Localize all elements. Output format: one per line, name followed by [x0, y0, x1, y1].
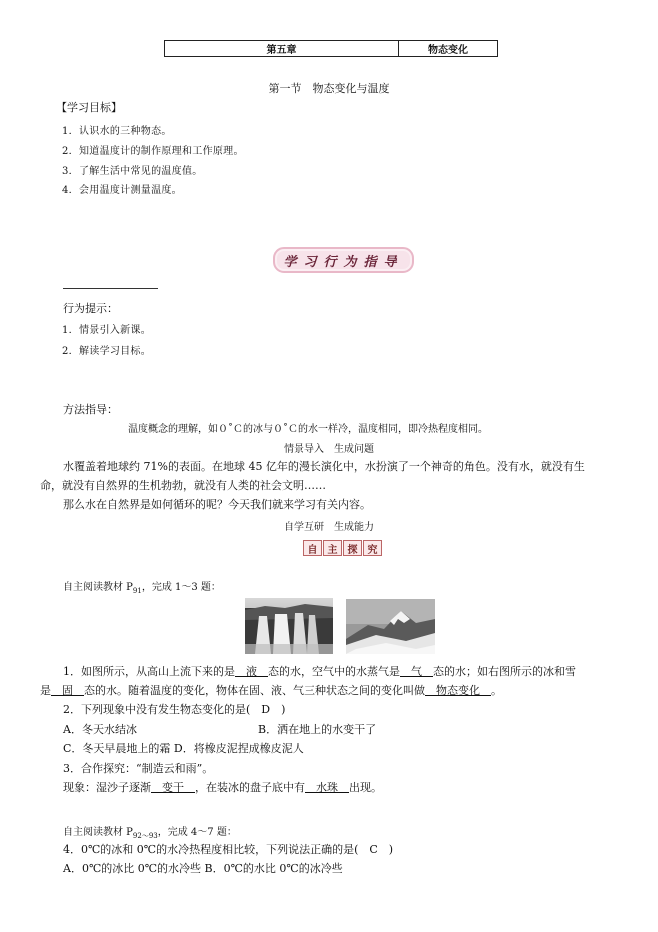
- method-text: 温度概念的理解，如０˚Ｃ的冰与０˚Ｃ的水一样冷，温度相同，即冷热程度相同。: [128, 424, 488, 435]
- chapter-label: 第五章: [165, 41, 399, 56]
- hint-item: 1．情景引入新课。: [62, 325, 152, 336]
- answer-blank: 固: [51, 684, 84, 697]
- method-heading: 方法指导：: [63, 403, 118, 416]
- hints-heading: 行为提示：: [63, 302, 118, 315]
- question-1-line-1: 1．如图所示，从高山上流下来的是 液 态的水，空气中的水蒸气是 气 态的水；如右图所示的冰和雪: [63, 665, 576, 678]
- reading-instruction-2: 自主阅读教材 $P_{92\sim 93}$，完成 4～7 题：: [63, 827, 237, 840]
- objective-item: 3．了解生活中常见的温度值。: [62, 166, 203, 177]
- self-study-heading: 自学互研 生成能力: [284, 522, 374, 533]
- reading-instruction-1: 自主阅读教材 $P_{91}$，完成 1～3 题：: [63, 582, 221, 595]
- question-4-options: A．0℃的冰比 0℃的水冷些 B．0℃的水比 0℃的冰冷些: [63, 862, 343, 875]
- answer-blank: 水珠: [305, 781, 349, 794]
- answer-blank: 液: [235, 665, 268, 678]
- chapter-title: 物态变化: [428, 45, 468, 56]
- hint-item: 2．解读学习目标。: [62, 346, 152, 357]
- answer-blank: 物态变化: [425, 684, 491, 697]
- waterfall-image: [245, 598, 333, 654]
- chapter-header-table: [164, 40, 498, 57]
- intro-line-1: 水覆盖着地球约 71%的表面。在地球 45 亿年的漫长演化中，水扮演了一个神奇的角色。没有水，就没有生: [63, 460, 585, 473]
- intro-line-3: 那么水在自然界是如何循环的呢？今天我们就来学习有关内容。: [63, 498, 371, 511]
- banner-text: 学习行为指导: [283, 254, 404, 270]
- answer-blank: 变干: [151, 781, 195, 794]
- question-4-stem: 4．0℃的冰和 0℃的水冷热程度相比较，下列说法正确的是( C ): [63, 843, 394, 856]
- question-1-line-2: 是 固 态的水。随着温度的变化，物体在固、液、气三种状态之间的变化叫做 物态变化 。: [40, 684, 502, 697]
- answer-blank: 气: [400, 665, 433, 678]
- question-2-options-cd: C．冬天早晨地上的霜 D．将橡皮泥捏成橡皮泥人: [63, 742, 304, 755]
- study-guide-banner: [273, 247, 414, 273]
- question-3-stem: 3．合作探究：“制造云和雨”。: [63, 762, 214, 775]
- question-2-stem: 2．下列现象中没有发生物态变化的是( D ): [63, 703, 286, 716]
- objective-item: 4．会用温度计测量温度。: [62, 185, 182, 196]
- objective-item: 2．知道温度计的制作原理和工作原理。: [62, 146, 244, 157]
- self-explore-badge: 自 主 探 究: [303, 540, 383, 556]
- scene-heading: 情景导入 生成问题: [284, 444, 374, 455]
- question-2-option-b: B．洒在地上的水变干了: [258, 723, 377, 736]
- question-3-observation: 现象：湿沙子逐渐 变干 ，在装冰的盘子底中有 水珠 出现。: [63, 781, 382, 794]
- objectives-heading: 【学习目标】: [56, 101, 122, 114]
- snow-mountain-image: [346, 599, 435, 654]
- objective-item: 1．认识水的三种物态。: [62, 126, 172, 137]
- section-title: 第一节 物态变化与温度: [268, 82, 390, 95]
- divider-line: [63, 288, 158, 289]
- question-2-option-a: A．冬天水结冰: [63, 723, 137, 736]
- intro-line-2: 命，就没有自然界的生机勃勃，就没有人类的社会文明……: [40, 479, 326, 492]
